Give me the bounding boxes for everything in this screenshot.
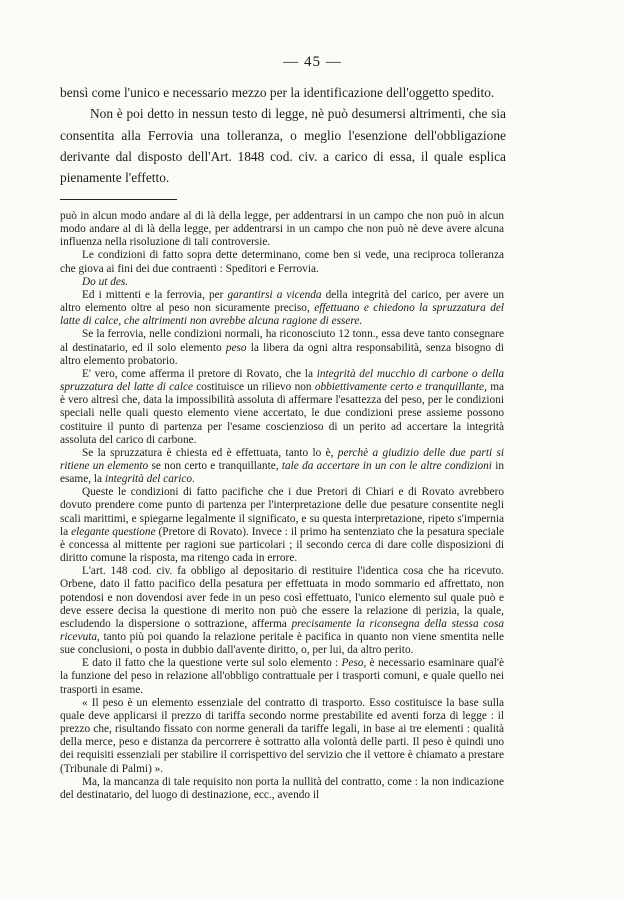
note-paragraph: Le condizioni di fatto sopra dette determinano, come ben si vede, una reciproca tolleranza che giova ai fini dei due contraenti : Speditori e Ferrovia.: [60, 249, 504, 275]
note-paragraph: E dato il fatto che la questione verte sul solo elemento : Peso, è necessario esaminare qual'è la funzione del peso in relazione all'obbligo contrattuale per i trasporti comuni, e quale quello nei trasporti in esame.: [60, 657, 504, 696]
note-paragraph: Ma, la mancanza di tale requisito non porta la nullità del contratto, come : la non indicazione del destinatario, del luogo di destinazione, ecc., avendo il: [60, 775, 504, 801]
note-paragraph: Queste le condizioni di fatto pacifiche che i due Pretori di Chiari e di Rovato avrebbero dovuto prendere come punto di partenza per l'interpretazione delle due pesature consentite negli scali marittimi, e spiegarne legalmente il significato, e su questa interpretazione, ripeto s'impernia la elegante questione (Pretore di Rovato). Invece : il primo ha sentenziato che la pesatura speciale è concessa al mittente per ragioni sue particolari ; il secondo cerca di dare colle disposizioni di diritto comune la risposta, ma ritengo cada in errore.: [60, 486, 504, 565]
note-paragraph: Ed i mittenti e la ferrovia, per garantirsi a vicenda della integrità del carico, per avere un altro elemento oltre al peso non sicuramente preciso, effettuano e chiedono la spruzzatura del latte di calce, che altrimenti non avrebbe alcuna ragione di essere.: [60, 288, 505, 328]
footnote-text: [60, 210, 504, 802]
note-paragraph: E' vero, come afferma il pretore di Rovato, che la integrità del mucchio di carbone o della spruzzatura del latte di calce costituisce un rilievo non obbiettivamente certo e tranquillante, ma è vero altresì che, data la impossibilità assoluta di affermare l'esattezza del peso, per le condizioni speciali nelle quali questo elemento viene accertato, le due condizioni prese assieme possono costituire il punto di partenza per l'esame coscienzioso di un perito ad accertare la integrità assoluta del carico di carbone.: [60, 367, 504, 446]
note-paragraph: Se la spruzzatura è chiesta ed è effettuata, tanto lo è, perchè a giudizio delle due parti si ritiene un elemento se non certo e tranquillante, tale da accertare in un con le altre condizioni in esame, la integrità del carico.: [60, 446, 504, 486]
note-paragraph: Do ut des.: [82, 275, 129, 288]
note-paragraph: L'art. 148 cod. civ. fa obbligo al depositario di restituire l'identica cosa che ha ricevuto. Orbene, dato il fatto pacifico della pesatura per effettuata in modo sommario ed affrettato, non potendosi e non dovendosi aver fede in un peso così effettuato, l'unico elemento sul quale può e deve essere decisa la questione di merito non può che essere la relazione di perizia, la quale, escludendo la dispersione o sottrazione, afferma precisamente la riconsegna della stessa cosa ricevuta, tanto più poi quando la relazione peritale è pacifica in quanto non viene smentita nelle sue conclusioni, o posta in dubbio dall'avente diritto, o, per lui, da altro perito.: [60, 565, 504, 657]
note-paragraph: può in alcun modo andare al di là della legge, per addentrarsi in un campo che non può in alcun modo andare al di là della legge, per addentrarsi in un campo che non può nè deve avere alcuna influenza nella risoluzione di tali controversie.: [60, 210, 504, 249]
main-text: [60, 82, 506, 188]
main-paragraph: bensì come l'unico e necessario mezzo per la identificazione dell'oggetto spedito.: [60, 85, 495, 100]
note-paragraph: « Il peso è un elemento essenziale del contratto di trasporto. Esso costituisce la base sulla quale deve applicarsi il prezzo di tariffa secondo norme prestabilite ed aventi forza di legge : il prezzo che, risultando fissato con norme generali da tariffe legali, in base ai tre elementi : qualità della merce, peso e distanza da percorrere è sottratto alla volontà delle parti. Il peso è quindi uno dei requisiti essenziali per stabilire il corrispettivo del servizio che il vettore è chiamato a prestare (Tribunale di Palmi) ».: [60, 696, 504, 775]
footnote-divider: [60, 199, 177, 200]
main-paragraph: Non è poi detto in nessun testo di legge, nè può desumersi altrimenti, che sia consentita alla Ferrovia una tolleranza, o meglio l'esenzione dell'obbligazione derivante dal disposto dell'Art. 1848 cod. civ. a carico di essa, il quale esplica pienamente l'effetto.: [60, 106, 506, 186]
note-paragraph: Se la ferrovia, nelle condizioni normali, ha riconosciuto 12 tonn., essa deve tanto consegnare al destinatario, ed il solo elemento peso la libera da ogni altra responsabilità, senza bisogno di altro elemento probatorio.: [60, 328, 504, 367]
page-number: — 45 —: [283, 54, 342, 70]
